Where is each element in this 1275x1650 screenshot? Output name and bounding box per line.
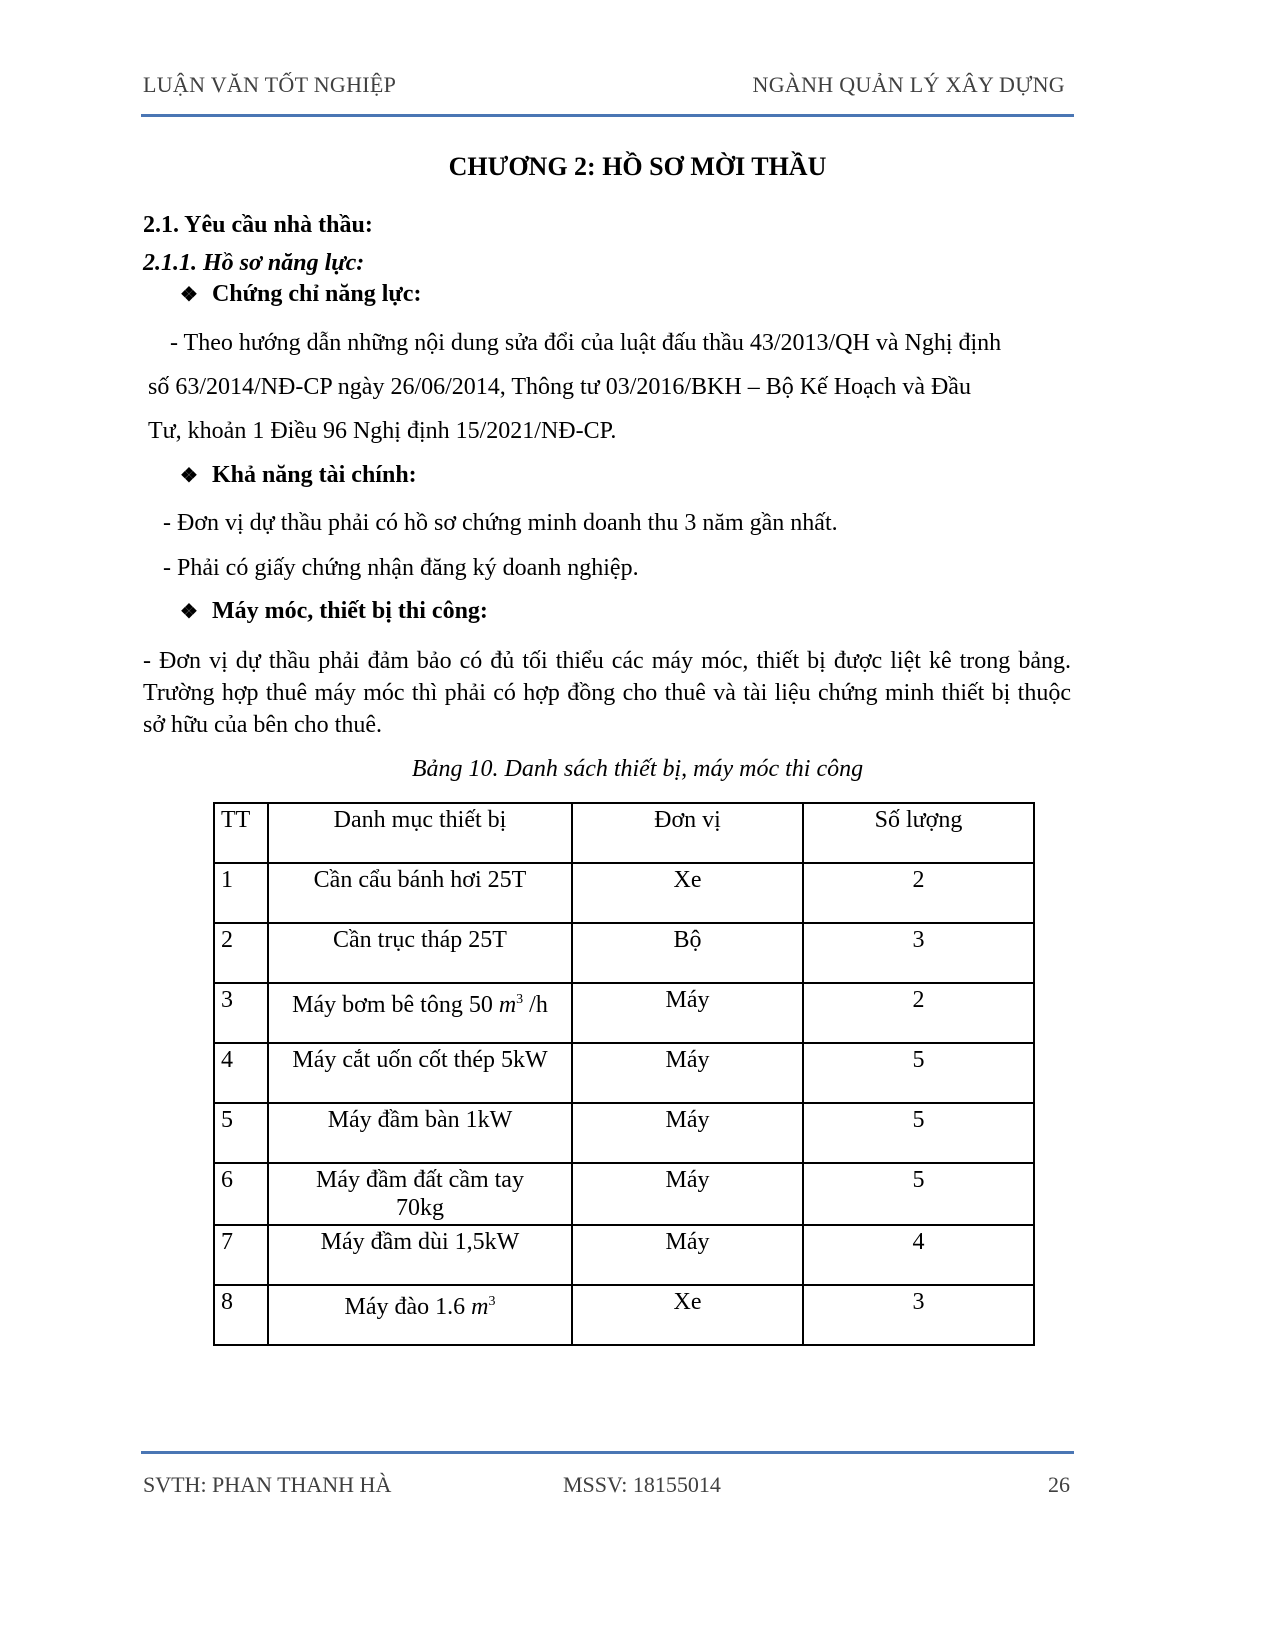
cell-name-text: Máy đào 1.6 [344, 1294, 466, 1320]
chapter-title: CHƯƠNG 2: HỒ SƠ MỜI THẦU [448, 152, 827, 181]
cell-name-suffix: /h [523, 992, 548, 1018]
cell-unit: Bộ [572, 923, 803, 983]
cell-tt: 3 [214, 983, 268, 1043]
footer-rule [141, 1451, 1074, 1454]
cell-name: Cần cẩu bánh hơi 25T [268, 863, 572, 923]
section-heading: 2.1. Yêu cầu nhà thầu: [143, 212, 373, 238]
equipment-table [213, 802, 1035, 1346]
bullet-title: Máy móc, thiết bị thi công: [211, 598, 488, 624]
paragraph-line: Tư, khoản 1 Điều 96 Nghị định 15/2021/NĐ-CP. [148, 418, 617, 444]
table-header-row [214, 803, 1034, 863]
cell-qty: 3 [803, 923, 1034, 983]
table-row [214, 1163, 1034, 1225]
cell-unit: Máy [572, 983, 803, 1043]
header-left: LUẬN VĂN TỐT NGHIỆP [143, 72, 397, 97]
table-row [214, 1285, 1034, 1345]
bullet-title: Chứng chỉ năng lực: [211, 281, 422, 307]
cell-tt: 4 [214, 1043, 268, 1103]
cell-qty: 2 [803, 983, 1034, 1043]
cell-unit: Máy [572, 1103, 803, 1163]
header-cell-qty: Số lượng [803, 803, 1034, 863]
cell-qty: 5 [803, 1103, 1034, 1163]
table-row [214, 983, 1034, 1043]
cell-unit: Máy [572, 1043, 803, 1103]
cell-name [268, 983, 572, 1043]
cell-tt: 7 [214, 1225, 268, 1285]
footer-student: SVTH: PHAN THANH HÀ [143, 1472, 392, 1497]
diamond-bullet-icon: ❖ [180, 601, 198, 623]
cell-tt: 6 [214, 1163, 268, 1225]
cell-tt: 2 [214, 923, 268, 983]
cell-unit: Xe [572, 1285, 803, 1345]
cell-unit: Xe [572, 863, 803, 923]
table-caption: Bảng 10. Danh sách thiết bị, máy móc thi công [411, 756, 864, 782]
superscript: 3 [516, 992, 524, 1007]
cell-name: Máy cắt uốn cốt thép 5kW [268, 1043, 572, 1103]
table-row [214, 863, 1034, 923]
math-var: m [471, 1294, 489, 1320]
header-cell-name: Danh mục thiết bị [268, 803, 572, 863]
table-row [214, 923, 1034, 983]
superscript: 3 [488, 1294, 496, 1309]
cell-qty: 4 [803, 1225, 1034, 1285]
diamond-bullet-icon: ❖ [180, 465, 198, 487]
subsection-heading: 2.1.1. Hồ sơ năng lực: [143, 250, 365, 276]
cell-tt: 1 [214, 863, 268, 923]
header-right: NGÀNH QUẢN LÝ XÂY DỰNG [752, 72, 1065, 97]
cell-tt: 5 [214, 1103, 268, 1163]
cell-unit: Máy [572, 1225, 803, 1285]
header-cell-unit: Đơn vị [572, 803, 803, 863]
cell-name-text: Máy bơm bê tông 50 [292, 992, 493, 1018]
header-cell-tt: TT [214, 803, 268, 863]
cell-qty: 2 [803, 863, 1034, 923]
cell-name: Máy đầm bàn 1kW [268, 1103, 572, 1163]
table-row [214, 1043, 1034, 1103]
cell-qty: 3 [803, 1285, 1034, 1345]
paragraph-line: - Đơn vị dự thầu phải có hồ sơ chứng minh doanh thu 3 năm gần nhất. [163, 510, 838, 536]
bullet-heading-equipment [180, 598, 488, 625]
header-rule [141, 114, 1074, 117]
cell-tt: 8 [214, 1285, 268, 1345]
math-var: m [498, 992, 517, 1018]
diamond-bullet-icon: ❖ [180, 284, 198, 306]
footer-student-id: MSSV: 18155014 [563, 1472, 721, 1497]
bullet-heading-finance [180, 462, 417, 489]
paragraph-equipment: - Đơn vị dự thầu phải đảm bảo có đủ tối thiểu các máy móc, thiết bị được liệt kê trong bảng. Trường hợp thuê máy móc thì phải có hợp đồng cho thuê và tài liệu chứng minh thiết bị thuộc sở hữu của bên cho thuê. [143, 648, 1071, 738]
page-number: 26 [1048, 1472, 1070, 1497]
paragraph-line: - Phải có giấy chứng nhận đăng ký doanh nghiệp. [163, 555, 639, 581]
cell-qty: 5 [803, 1043, 1034, 1103]
bullet-title: Khả năng tài chính: [211, 462, 417, 488]
cell-name: Cần trục tháp 25T [268, 923, 572, 983]
cell-name: Máy đầm dùi 1,5kW [268, 1225, 572, 1285]
bullet-heading-certificate [180, 281, 421, 308]
cell-name: Máy đầm đất cầm tay 70kg [268, 1163, 572, 1225]
table-row [214, 1103, 1034, 1163]
paragraph-line: - Theo hướng dẫn những nội dung sửa đổi của luật đấu thầu 43/2013/QH và Nghị định [170, 330, 1002, 356]
cell-unit: Máy [572, 1163, 803, 1225]
cell-name [268, 1285, 572, 1345]
table-row [214, 1225, 1034, 1285]
paragraph-line: số 63/2014/NĐ-CP ngày 26/06/2014, Thông tư 03/2016/BKH – Bộ Kế Hoạch và Đầu [148, 374, 971, 400]
cell-qty: 5 [803, 1163, 1034, 1225]
